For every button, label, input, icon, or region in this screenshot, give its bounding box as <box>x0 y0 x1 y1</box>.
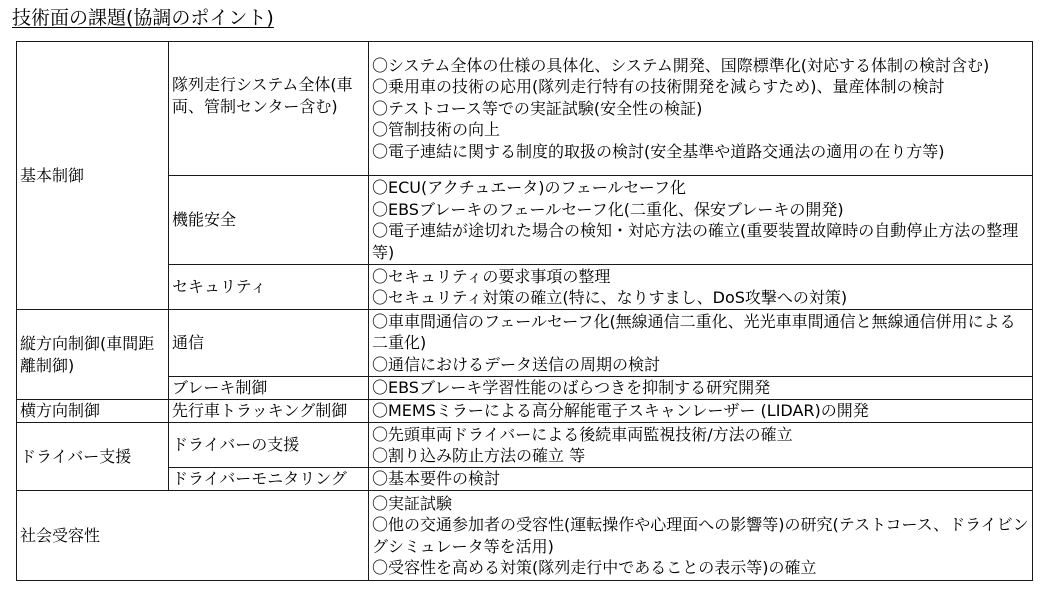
items-cell <box>369 42 1033 176</box>
list-item: 〇セキュリティ対策の確立(特に、なりすまし、DoS攻撃への対策) <box>372 288 848 307</box>
list-item: 〇受容性を高める対策(隊列走行中であることの表示等)の確立 <box>372 558 817 577</box>
subcategory-cell: ブレーキ制御 <box>169 377 369 400</box>
table-row <box>17 400 1033 423</box>
list-item: 〇通信におけるデータ送信の周期の検討 <box>372 354 661 374</box>
list-item: 〇割り込み防止方法の確立 等 <box>372 446 586 465</box>
list-item: 〇乗用車の技術の応用(隊列走行特有の技術開発を減らすため)、量産体制の検討 <box>372 77 945 97</box>
subcategory-cell: ドライバーモニタリング <box>169 468 369 491</box>
subcategory-cell: 機能安全 <box>169 176 369 265</box>
table-row <box>17 468 1033 491</box>
category-cell: 社会受容性 <box>17 491 369 581</box>
items-cell <box>369 400 1033 423</box>
table-row <box>17 423 1033 468</box>
list-item: 〇基本要件の検討 <box>372 469 501 489</box>
list-item: 〇MEMSミラーによる高分解能電子スキャンレーザー (LIDAR)の開発 <box>372 401 869 421</box>
category-cell: 横方向制御 <box>17 400 169 423</box>
table-row <box>17 491 1033 581</box>
items-cell <box>369 176 1033 265</box>
list-item: 〇テストコース等での実証試験(安全性の検証) <box>372 98 703 118</box>
list-item: 〇先頭車両ドライバーによる後続車両監視技術/方法の確立 <box>372 424 793 444</box>
items-cell <box>369 310 1033 377</box>
subcategory-label: 隊列走行システム全体(車両、管制センター含む) <box>172 75 353 116</box>
items-cell <box>369 265 1033 310</box>
list-item: 〇EBSブレーキ学習性能のばらつきを抑制する研究開発 <box>372 378 771 398</box>
table-row <box>17 265 1033 310</box>
list-item: 〇他の交通参加者の受容性(運転操作や心理面への影響等)の研究(テストコース、ドライビングシミュレータ等を活用) <box>372 515 1029 556</box>
issues-table <box>16 41 1033 581</box>
subcategory-cell: ドライバーの支援 <box>169 423 369 468</box>
table-row <box>17 310 1033 377</box>
items-cell <box>369 377 1033 400</box>
list-item: 〇システム全体の仕様の具体化、システム開発、国際標準化(対応する体制の検討含む) <box>372 55 990 75</box>
subcategory-cell: 通信 <box>169 310 369 377</box>
list-item: 〇セキュリティの要求事項の整理 <box>372 266 611 286</box>
category-cell: 縦方向制御(車間距離制御) <box>17 310 169 400</box>
list-item: 〇電子連結が途切れた場合の検知・対応方法の確立(重要装置故障時の自動停止方法の整理等) <box>372 221 1019 262</box>
list-item: 〇ECU(アクチュエータ)のフェールセーフ化 <box>372 178 686 197</box>
list-item: 〇車車間通信のフェールセーフ化(無線通信二重化、光光車車間通信と無線通信併用による二重化) <box>372 311 1016 353</box>
subcategory-cell <box>169 42 369 176</box>
subcategory-cell: 先行車トラッキング制御 <box>169 400 369 423</box>
table-row <box>17 176 1033 265</box>
page-title: 技術面の課題(協調のポイント) <box>12 7 274 29</box>
list-item: 〇管制技術の向上 <box>372 120 501 140</box>
items-cell <box>369 423 1033 468</box>
table-row <box>17 42 1033 176</box>
table-row <box>17 377 1033 400</box>
items-cell <box>369 468 1033 491</box>
list-item: 〇EBSブレーキのフェールセーフ化(二重化、保安ブレーキの開発) <box>372 199 844 219</box>
subcategory-cell: セキュリティ <box>169 265 369 310</box>
list-item: 〇電子連結に関する制度的取扱の検討(安全基準や道路交通法の適用の在り方等) <box>372 141 945 161</box>
category-cell: 基本制御 <box>17 42 169 310</box>
list-item: 〇実証試験 <box>372 493 453 513</box>
items-cell <box>369 491 1033 581</box>
category-cell: ドライバー支援 <box>17 423 169 491</box>
